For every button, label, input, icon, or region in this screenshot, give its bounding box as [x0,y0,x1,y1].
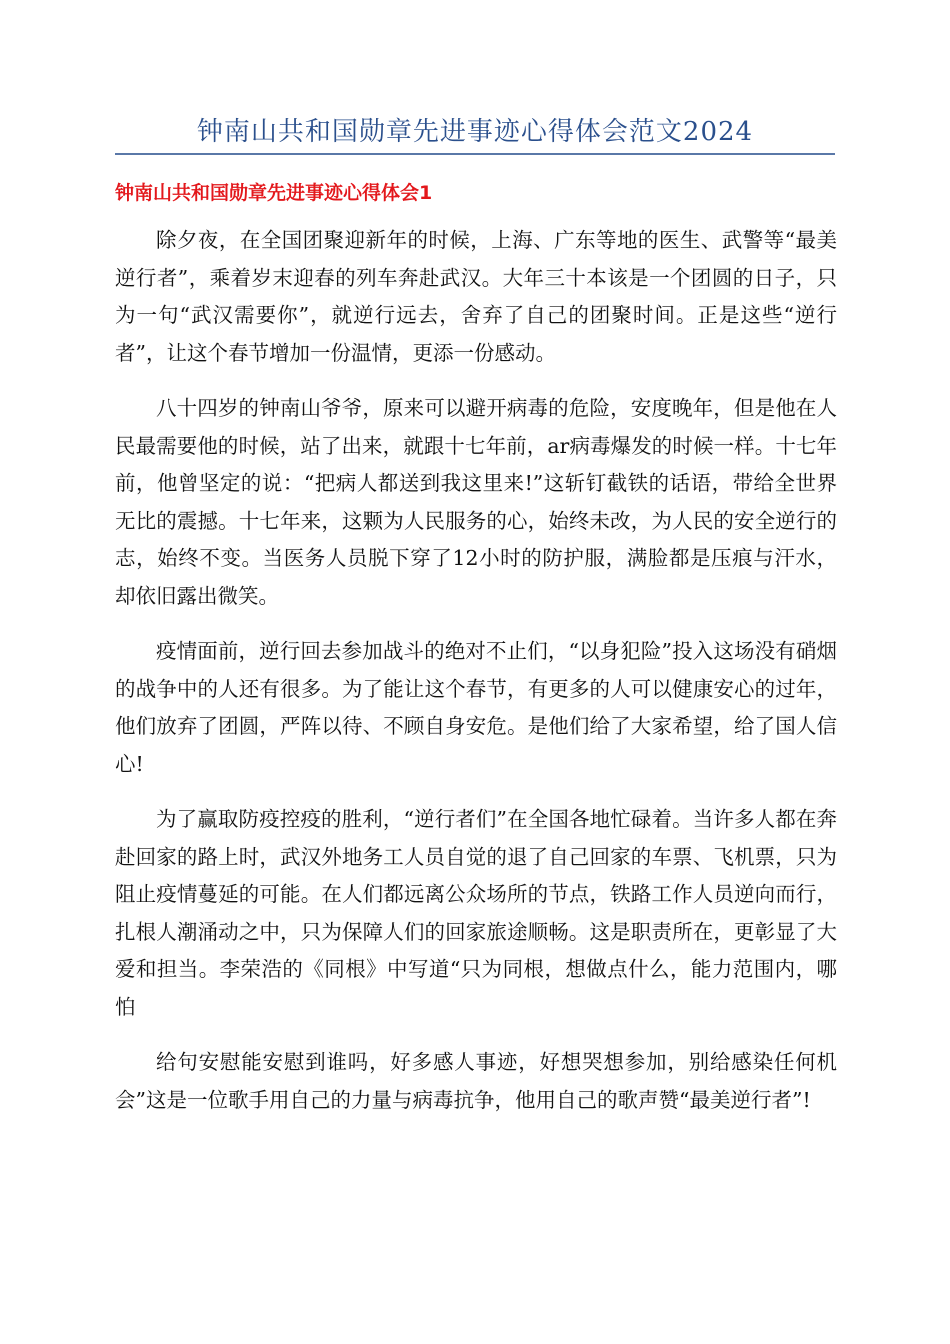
section-heading: 钟南山共和国勋章先进事迹心得体会1 [115,182,433,204]
document-body [115,222,837,1137]
paragraph: 给句安慰能安慰到谁吗，好多感人事迹，好想哭想参加，别给感染任何机会”这是一位歌手用自己的力量与病毒抗争，他用自己的歌声赞“最美逆行者”! [115,1050,837,1112]
document-title: 钟南山共和国勋章先进事迹心得体会范文2024 [196,117,754,147]
title-underline [115,153,835,155]
paragraph: 八十四岁的钟南山爷爷，原来可以避开病毒的危险，安度晚年，但是他在人民最需要他的时候，站了出来，就跟十七年前，ar病毒爆发的时候一样。十七年前，他曾坚定的说：“把病人都送到我这里来!”这斩钉截铁的话语，带给全世界无比的震撼。十七年来，这颗为人民服务的心，始终未改，为人民的安全逆行的志，始终不变。当医务人员脱下穿了12小时的防护服，满脸都是压痕与汗水，却依旧露出微笑。 [115,396,837,608]
paragraph: 除夕夜，在全国团聚迎新年的时候，上海、广东等地的医生、武警等“最美逆行者”，乘着岁末迎春的列车奔赴武汉。大年三十本该是一个团圆的日子，只为一句“武汉需要你”，就逆行远去，舍弃了自己的团聚时间。正是这些“逆行者”，让这个春节增加一份温情，更添一份感动。 [115,228,837,365]
paragraph: 疫情面前，逆行回去参加战斗的绝对不止们，“以身犯险”投入这场没有硝烟的战争中的人还有很多。为了能让这个春节，有更多的人可以健康安心的过年，他们放弃了团圆，严阵以待、不顾自身安危。是他们给了大家希望，给了国人信心! [115,639,837,776]
paragraph: 为了赢取防疫控疫的胜利，“逆行者们”在全国各地忙碌着。当许多人都在奔赴回家的路上时，武汉外地务工人员自觉的退了自己回家的车票、飞机票，只为阻止疫情蔓延的可能。在人们都远离公众场所的节点，铁路工作人员逆向而行，扎根人潮涌动之中，只为保障人们的回家旅途顺畅。这是职责所在，更彰显了大爱和担当。李荣浩的《同根》中写道“只为同根，想做点什么，能力范围内，哪怕 [115,807,837,1019]
